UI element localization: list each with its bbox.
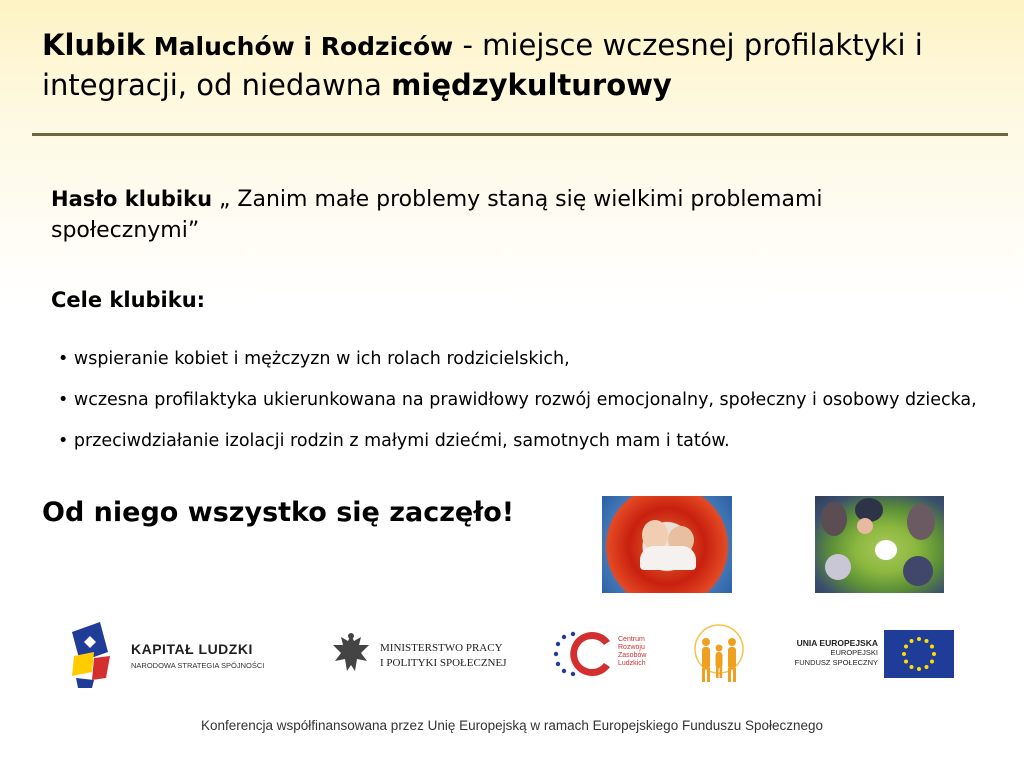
crzl-icon — [548, 629, 618, 679]
ministry-line2: I POLITYKI SPOŁECZNEJ — [380, 657, 507, 669]
goal-item: • wczesna profilaktyka ukierunkowana na prawidłowy rozwój emocjonalny, społeczny i osobowy dziecka, — [58, 380, 978, 421]
polish-eagle-icon — [331, 631, 371, 675]
crzl-line2: Rozwoju — [618, 644, 645, 651]
crzl-line3: Zasobów — [618, 652, 647, 659]
crzl-line4: Ludzkich — [618, 660, 646, 667]
title-club-name: Maluchów i Rodziców — [145, 32, 454, 61]
title-divider — [32, 133, 1008, 136]
crzl-logo-text — [618, 636, 646, 668]
title-intercultural: międzykulturowy — [391, 68, 672, 102]
eu-flag-icon — [884, 630, 954, 678]
ministry-logo-text — [380, 641, 507, 671]
title-klubik: Klubik — [42, 28, 146, 62]
eu-line3: FUNDUSZ SPOŁECZNY — [794, 658, 878, 667]
goal-item: • wspieranie kobiet i mężczyzn w ich rolach rodzicielskich, — [58, 339, 978, 380]
photo-kids-in-tunnel — [602, 496, 732, 593]
kapital-ludzki-icon — [70, 622, 114, 688]
kapital-ludzki-name: KAPITAŁ LUDZKI — [131, 641, 253, 657]
club-motto — [51, 184, 971, 246]
eu-line2: EUROPEJSKI — [830, 648, 878, 657]
family-figures-icon — [690, 620, 748, 690]
eu-line1: UNIA EUROPEJSKA — [796, 638, 878, 648]
goals-list — [58, 339, 978, 462]
ministry-line1: MINISTERSTWO PRACY — [380, 642, 503, 654]
footer-cofunding-note: Konferencja współfinansowana przez Unię Europejską w ramach Europejskiego Funduszu Społecznego — [200, 718, 824, 733]
slide-title — [42, 26, 992, 105]
photo-group-playing — [815, 496, 944, 593]
started-heading: Od niego wszystko się zaczęło! — [42, 497, 515, 528]
goal-item: • przeciwdziałanie izolacji rodzin z małymi dziećmi, samotnych mam i tatów. — [58, 421, 978, 462]
crzl-line1: Centrum — [618, 636, 645, 643]
motto-label: Hasło klubiku — [51, 187, 213, 211]
eu-logo-text — [786, 638, 878, 668]
title-description: - miejsce wczesnej profilaktyki i integracji, od niedawna — [42, 28, 923, 102]
motto-text: „ Zanim małe problemy staną się wielkimi problemami społecznymi” — [51, 187, 823, 243]
goals-heading: Cele klubiku: — [51, 288, 206, 312]
kapital-ludzki-subtitle: NARODOWA STRATEGIA SPÓJNOŚCI — [131, 661, 265, 670]
